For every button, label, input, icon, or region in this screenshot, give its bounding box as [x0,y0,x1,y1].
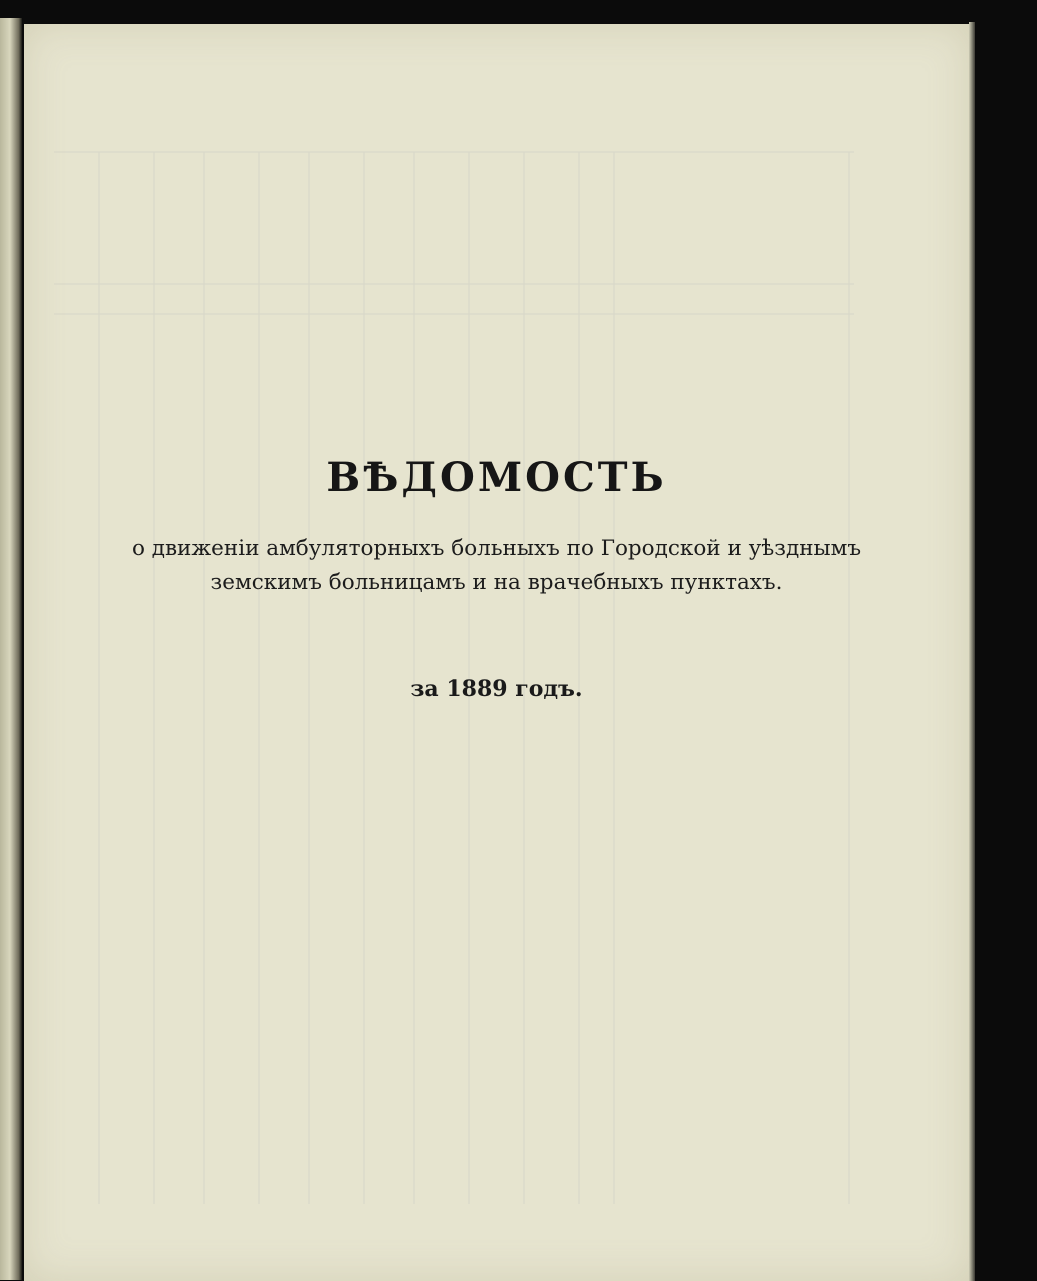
document-year: за 1889 годъ. [410,676,583,702]
document-subtitle [24,532,969,600]
reverse-side-show-through [54,144,854,1204]
page-right-edge [969,22,975,1281]
subtitle-line-1: о движенiи амбуляторныхъ больныхъ по Городской и уѣзднымъ [131,536,862,561]
document-title: ВѢДОМОСТЬ [326,454,667,501]
left-page-edge [0,18,22,1280]
document-page [24,24,969,1281]
subtitle-line-2: земскимъ больницамъ и на врачебныхъ пунктахъ. [210,570,783,595]
